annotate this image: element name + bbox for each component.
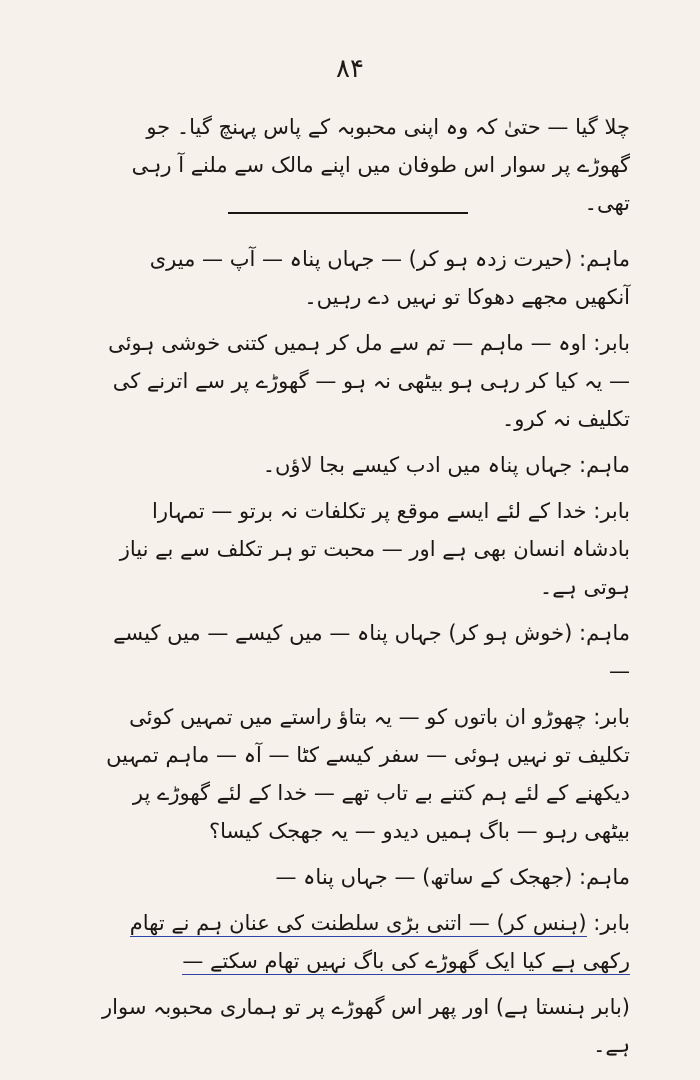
speaker: ماہم [586,865,630,889]
speaker: بابر [600,499,630,523]
speaker: بابر [600,705,630,729]
dialogue-line: ماہم: (خوش ہو کر) جہاں پناہ — میں کیسے — میں کیسے — [113,621,630,683]
dialogue-line: بابر: خدا کے لئے ایسے موقع پر تکلفات نہ برتو — تمہارا بادشاہ انسان بھی ہے اور — محبت تو ہر تکلف سے بے نیاز ہوتی ہے۔ [119,499,630,599]
dialogue-line: بابر: (ہنس کر) — اتنی بڑی سلطنت کی عنان ہم نے تھام رکھی ہے کیا ایک گھوڑے کی باگ نہیں تھام سکتے — [129,911,630,973]
stage-direction [90,988,630,1064]
section-divider [228,212,468,214]
line-text: چھوڑو ان باتوں کو — یہ بتاؤ راستے میں تمہیں کوئی تکلیف تو نہیں ہوئی — سفر کیسے کٹا — آہ — ماہم تمہیں دیکھنے کے لئے ہم کتنے بے تاب تھے — خدا کے لئے گھوڑے پر بیٹھی رہو — باگ ہمیں دیدو — یہ جھجک کیسا؟ [106,705,630,843]
line-text: جہاں پناہ میں ادب کیسے بجا لاؤں۔ [262,453,573,477]
speaker: ماہم [586,621,630,645]
line-text: خدا کے لئے ایسے موقع پر تکلفات نہ برتو — تمہارا بادشاہ انسان بھی ہے اور — محبت تو ہر تکلف سے بے نیاز ہوتی ہے۔ [119,499,630,599]
line-text: (حیرت زدہ ہو کر) — جہاں پناہ — آپ — میری آنکھیں مجھے دھوکا تو نہیں دے رہیں۔ [149,247,630,309]
line-text: اوہ — ماہم — تم سے مل کر ہمیں کتنی خوشی ہوئی — یہ کیا کر رہی ہو بیٹھی نہ ہو — گھوڑے پر سے اترنے کی تکلیف نہ کرو۔ [108,331,630,431]
dialogue-line: بابر: چھوڑو ان باتوں کو — یہ بتاؤ راستے میں تمہیں کوئی تکلیف تو نہیں ہوئی — سفر کیسے کٹا — آہ — ماہم تمہیں دیکھنے کے لئے ہم کتنے بے تاب تھے — خدا کے لئے گھوڑے پر بیٹھی رہو — باگ ہمیں دیدو — یہ جھجک کیسا؟ [106,705,630,843]
speaker: بابر [600,911,630,935]
dialogue-line: بابر: اوہ — ماہم — تم سے مل کر ہمیں کتنی خوشی ہوئی — یہ کیا کر رہی ہو بیٹھی نہ ہو — گھوڑے پر سے اترنے کی تکلیف نہ کرو۔ [108,331,630,431]
dialogue-line: ماہم: جہاں پناہ میں ادب کیسے بجا لاؤں۔ [262,453,630,477]
line-text: (ہنس کر) — اتنی بڑی سلطنت کی عنان ہم نے تھام رکھی ہے کیا ایک گھوڑے کی باگ نہیں تھام سکتے — [129,911,630,973]
speaker: ماہم [586,453,630,477]
line-text: (جھجک کے ساتھ) — جہاں پناہ — [275,865,573,889]
dialogue-block [90,240,630,1072]
speaker: ماہم [586,247,630,271]
dialogue-line: ماہم: (حیرت زدہ ہو کر) — جہاں پناہ — آپ — میری آنکھیں مجھے دھوکا تو نہیں دے رہیں۔ [149,247,630,309]
line-text: (بابر ہنستا ہے) اور پھر اس گھوڑے پر تو ہماری محبوبہ سوار ہے۔ [102,995,630,1057]
intro-paragraph: چلا گیا — حتیٰ کہ وہ اپنی محبوبہ کے پاس پہنچ گیا۔ جو گھوڑے پر سوار اس طوفان میں اپنے مالک سے ملنے آ رہی تھی۔ [131,115,630,215]
dialogue-line: ماہم: (جھجک کے ساتھ) — جہاں پناہ — [275,865,630,889]
line-text: (خوش ہو کر) جہاں پناہ — میں کیسے — میں کیسے — [113,621,630,683]
page-number: ۸۴ [336,54,364,84]
speaker: بابر [600,331,630,355]
